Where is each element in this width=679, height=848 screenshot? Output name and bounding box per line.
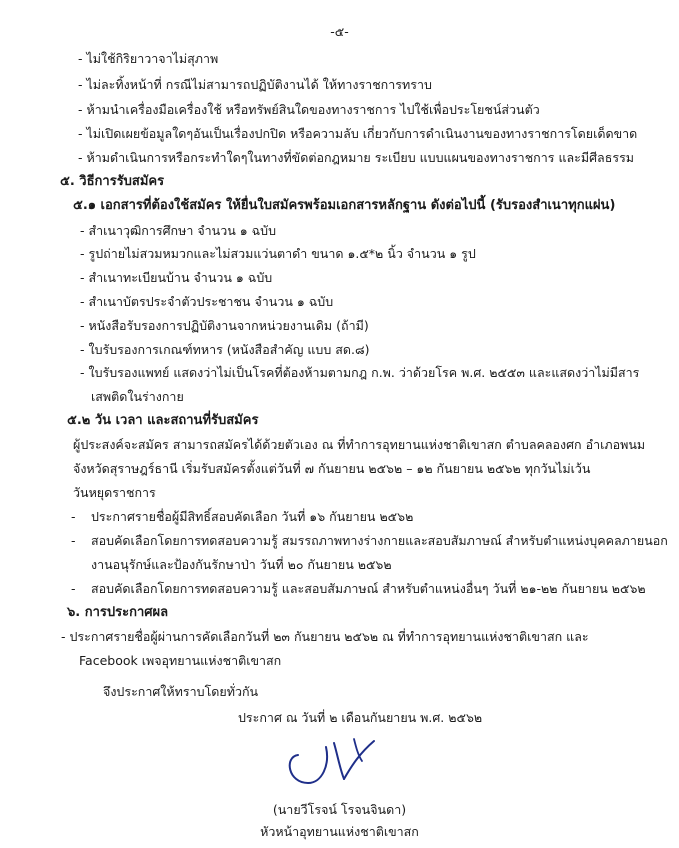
document-item: - หนังสือรับรองการปฏิบัติงานจากหน่วยงานเดิม (ถ้ามี): [80, 318, 369, 333]
paragraph-line: ผู้ประสงค์จะสมัคร สามารถสมัครได้ด้วยตัวเอง ณ ที่ทำการอุทยานแห่งชาติเขาสก ตำบลคลองศก อำเภอพนม: [73, 437, 646, 452]
section-heading: ๕. วิธีการรับสมัคร: [60, 174, 165, 189]
signature-stroke: [344, 741, 374, 779]
signature-image: [278, 735, 388, 797]
subsection-heading: ๕.๑ เอกสารที่ต้องใช้สมัคร ให้ยื่นใบสมัครพร้อมเอกสารหลักฐาน ดังต่อไปนี้ (รับรองสำเนาทุกแผ่น): [73, 198, 616, 213]
paragraph-line: Facebook เพจอุทยานแห่งชาติเขาสก: [79, 653, 282, 668]
section-heading: ๖. การประกาศผล: [67, 605, 169, 620]
signature-stroke: [290, 747, 327, 783]
schedule-item-continuation: งานอนุรักษ์และป้องกันรักษาป่า วันที่ ๒๐ กันยายน ๒๕๖๒: [91, 557, 392, 572]
signature-stroke: [334, 743, 344, 779]
schedule-dash: -: [71, 509, 76, 524]
document-item: - สำเนาบัตรประจำตัวประชาชน จำนวน ๑ ฉบับ: [80, 294, 334, 309]
paragraph-line: วันหยุดราชการ: [73, 485, 156, 500]
schedule-dash: -: [71, 581, 76, 596]
schedule-item: ประกาศรายชื่อผู้มีสิทธิ์สอบคัดเลือก วันที่ ๑๖ กันยายน ๒๕๖๒: [91, 509, 414, 524]
signer-name: (นายวีโรจน์ โรจนจินดา): [272, 802, 407, 817]
conduct-item: - ห้ามดำเนินการหรือกระทำใดๆในทางที่ขัดต่อกฎหมาย ระเบียบ แบบแผนของทางราชการ และมีศีลธรรม: [78, 150, 635, 165]
schedule-item: สอบคัดเลือกโดยการทดสอบความรู้ และสอบสัมภาษณ์ สำหรับตำแหน่งอื่นๆ วันที่ ๒๑-๒๒ กันยายน ๒๕๖๒: [91, 581, 646, 596]
conduct-item: - ไม่ละทิ้งหน้าที่ กรณีไม่สามารถปฏิบัติงานได้ ให้ทางราชการทราบ: [78, 77, 432, 92]
conduct-item: - ไม่เปิดเผยข้อมูลใดๆอันเป็นเรื่องปกปิด หรือความลับ เกี่ยวกับการดำเนินงานของทางราชการโดยเด็ดขาด: [78, 126, 638, 141]
document-item: - สำเนาวุฒิการศึกษา จำนวน ๑ ฉบับ: [80, 223, 277, 238]
conduct-item: - ห้ามนำเครื่องมือเครื่องใช้ หรือทรัพย์สินใดของทางราชการ ไปใช้เพื่อประโยชน์ส่วนตัว: [78, 102, 540, 117]
document-item: - สำเนาทะเบียนบ้าน จำนวน ๑ ฉบับ: [80, 270, 273, 285]
schedule-dash: -: [71, 533, 76, 548]
document-item-continuation: เสพติดในร่างกาย: [91, 389, 184, 404]
document-item: - ใบรับรองแพทย์ แสดงว่าไม่เป็นโรคที่ต้องห้ามตามกฎ ก.พ. ว่าด้วยโรค พ.ศ. ๒๕๕๓ และแสดงว่าไม่มีสาร: [80, 365, 640, 380]
paragraph-line: - ประกาศรายชื่อผู้ผ่านการคัดเลือกวันที่ ๒๓ กันยายน ๒๕๖๒ ณ ที่ทำการอุทยานแห่งชาติเขาสก และ: [61, 629, 589, 644]
document-item: - รูปถ่ายไม่สวมหมวกและไม่สวมแว่นตาดำ ขนาด ๑.๕*๒ นิ้ว จำนวน ๑ รูป: [80, 246, 476, 261]
announcement-date: ประกาศ ณ วันที่ ๒ เดือนกันยายน พ.ศ. ๒๕๖๒: [238, 710, 483, 725]
page-number: -๕-: [330, 24, 349, 39]
document-item: - ใบรับรองการเกณฑ์ทหาร (หนังสือสำคัญ แบบ สด.๘): [80, 342, 370, 357]
paragraph-line: จังหวัดสุราษฎร์ธานี เริ่มรับสมัครตั้งแต่วันที่ ๗ กันยายน ๒๕๖๒ – ๑๒ กันยายน ๒๕๖๒ ทุกวันไม่เว้น: [73, 461, 591, 476]
schedule-item: สอบคัดเลือกโดยการทดสอบความรู้ สมรรถภาพทางร่างกายและสอบสัมภาษณ์ สำหรับตำแหน่งบุคคลภายนอก: [91, 533, 668, 548]
signer-title: หัวหน้าอุทยานแห่งชาติเขาสก: [260, 824, 419, 839]
subsection-heading: ๕.๒ วัน เวลา และสถานที่รับสมัคร: [67, 413, 259, 428]
conduct-item: - ไม่ใช้กิริยาวาจาไม่สุภาพ: [78, 51, 219, 66]
closing-statement: จึงประกาศให้ทราบโดยทั่วกัน: [103, 684, 259, 699]
